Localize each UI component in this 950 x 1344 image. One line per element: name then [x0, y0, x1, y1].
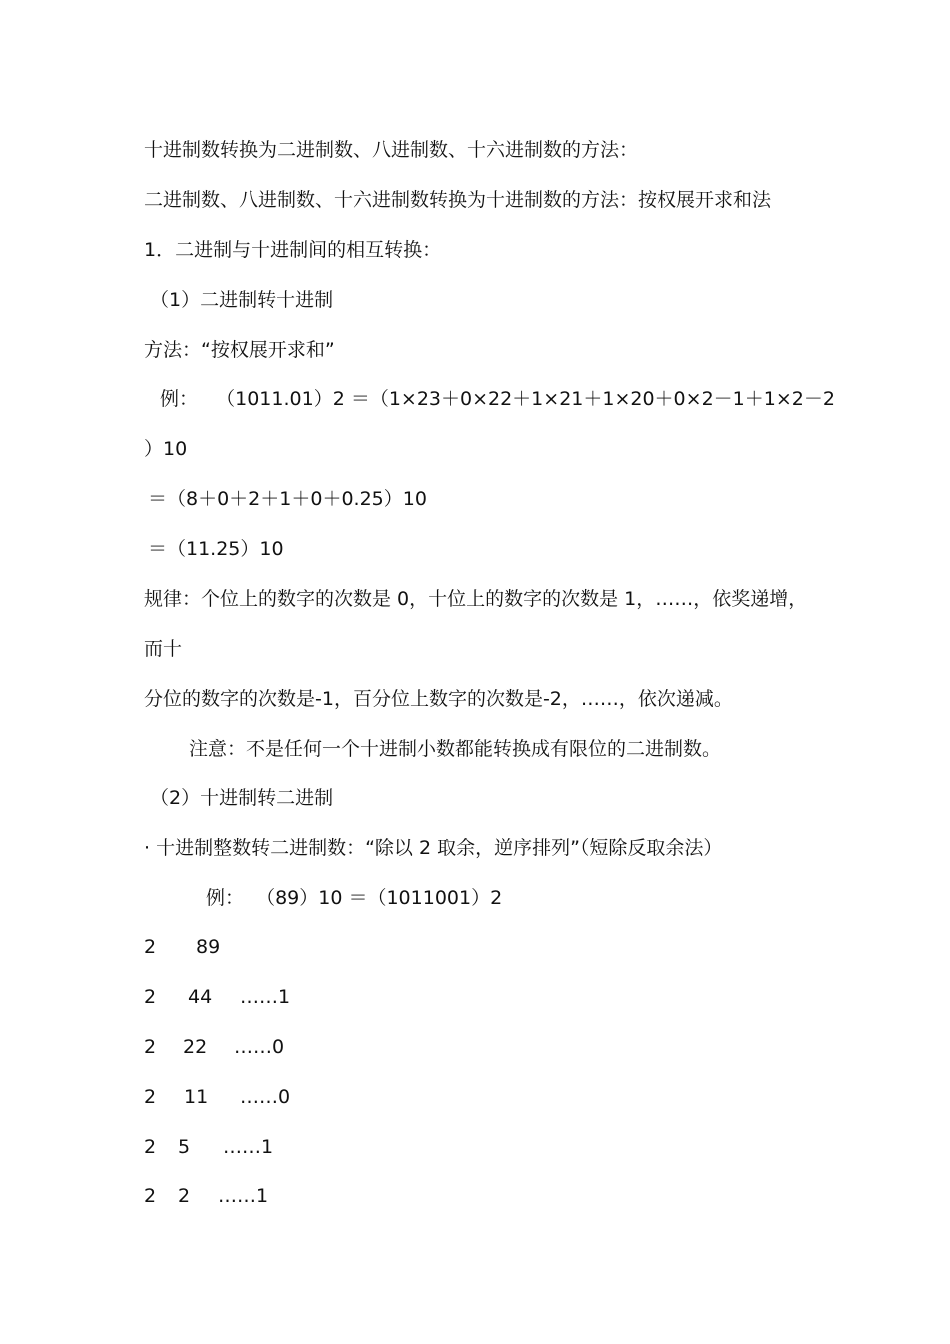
division-divisor: 2 — [144, 1136, 157, 1158]
rule-text: 规律：个位上的数字的次数是 0，十位上的数字的次数是 1，……，依奖递增， — [144, 588, 808, 610]
rule-text-continued: 而十 — [144, 638, 183, 660]
division-remainder: ……1 — [218, 1185, 269, 1207]
division-divisor: 2 — [144, 1086, 157, 1108]
example-step-1: ＝（8＋0＋2＋1＋0＋0.25）10 — [148, 488, 427, 510]
rule-text-fraction: 分位的数字的次数是-1，百分位上数字的次数是-2，……，依次递减。 — [144, 688, 733, 710]
example-2: 例： （89）10 ＝（1011001）2 — [206, 887, 503, 909]
example-formula: 例： （1011.01）2 ＝（1×23＋0×22＋1×21＋1×20＋0×2－1＋1×2－2 — [160, 388, 835, 410]
division-value: 44 — [188, 986, 213, 1008]
division-divisor: 2 — [144, 986, 157, 1008]
division-remainder: ……0 — [234, 1036, 285, 1058]
division-remainder: ……0 — [240, 1086, 291, 1108]
division-remainder: ……1 — [223, 1136, 274, 1158]
division-divisor: 2 — [144, 1185, 157, 1207]
division-value: 2 — [178, 1185, 191, 1207]
heading-dec-to-other: 十进制数转换为二进制数、八进制数、十六进制数的方法： — [144, 139, 639, 161]
subsection-title-2: （2）十进制转二进制 — [150, 787, 334, 809]
integer-conversion-method: · 十进制整数转二进制数：“除以 2 取余，逆序排列”（短除反取余法） — [144, 837, 723, 859]
heading-other-to-dec: 二进制数、八进制数、十六进制数转换为十进制数的方法：按权展开求和法 — [144, 189, 772, 211]
division-value: 89 — [196, 936, 221, 958]
division-value: 5 — [178, 1136, 191, 1158]
division-divisor: 2 — [144, 936, 157, 958]
division-value: 22 — [183, 1036, 208, 1058]
example-formula-continued: ）10 — [144, 438, 188, 460]
section-title-1: 1．二进制与十进制间的相互转换： — [144, 239, 442, 261]
division-divisor: 2 — [144, 1036, 157, 1058]
note-text: 注意：不是任何一个十进制小数都能转换成有限位的二进制数。 — [189, 738, 722, 760]
example-step-2: ＝（11.25）10 — [148, 538, 284, 560]
division-value: 11 — [184, 1086, 209, 1108]
subsection-title-1: （1）二进制转十进制 — [150, 289, 334, 311]
method-text: 方法：“按权展开求和” — [144, 339, 335, 361]
division-remainder: ……1 — [240, 986, 291, 1008]
